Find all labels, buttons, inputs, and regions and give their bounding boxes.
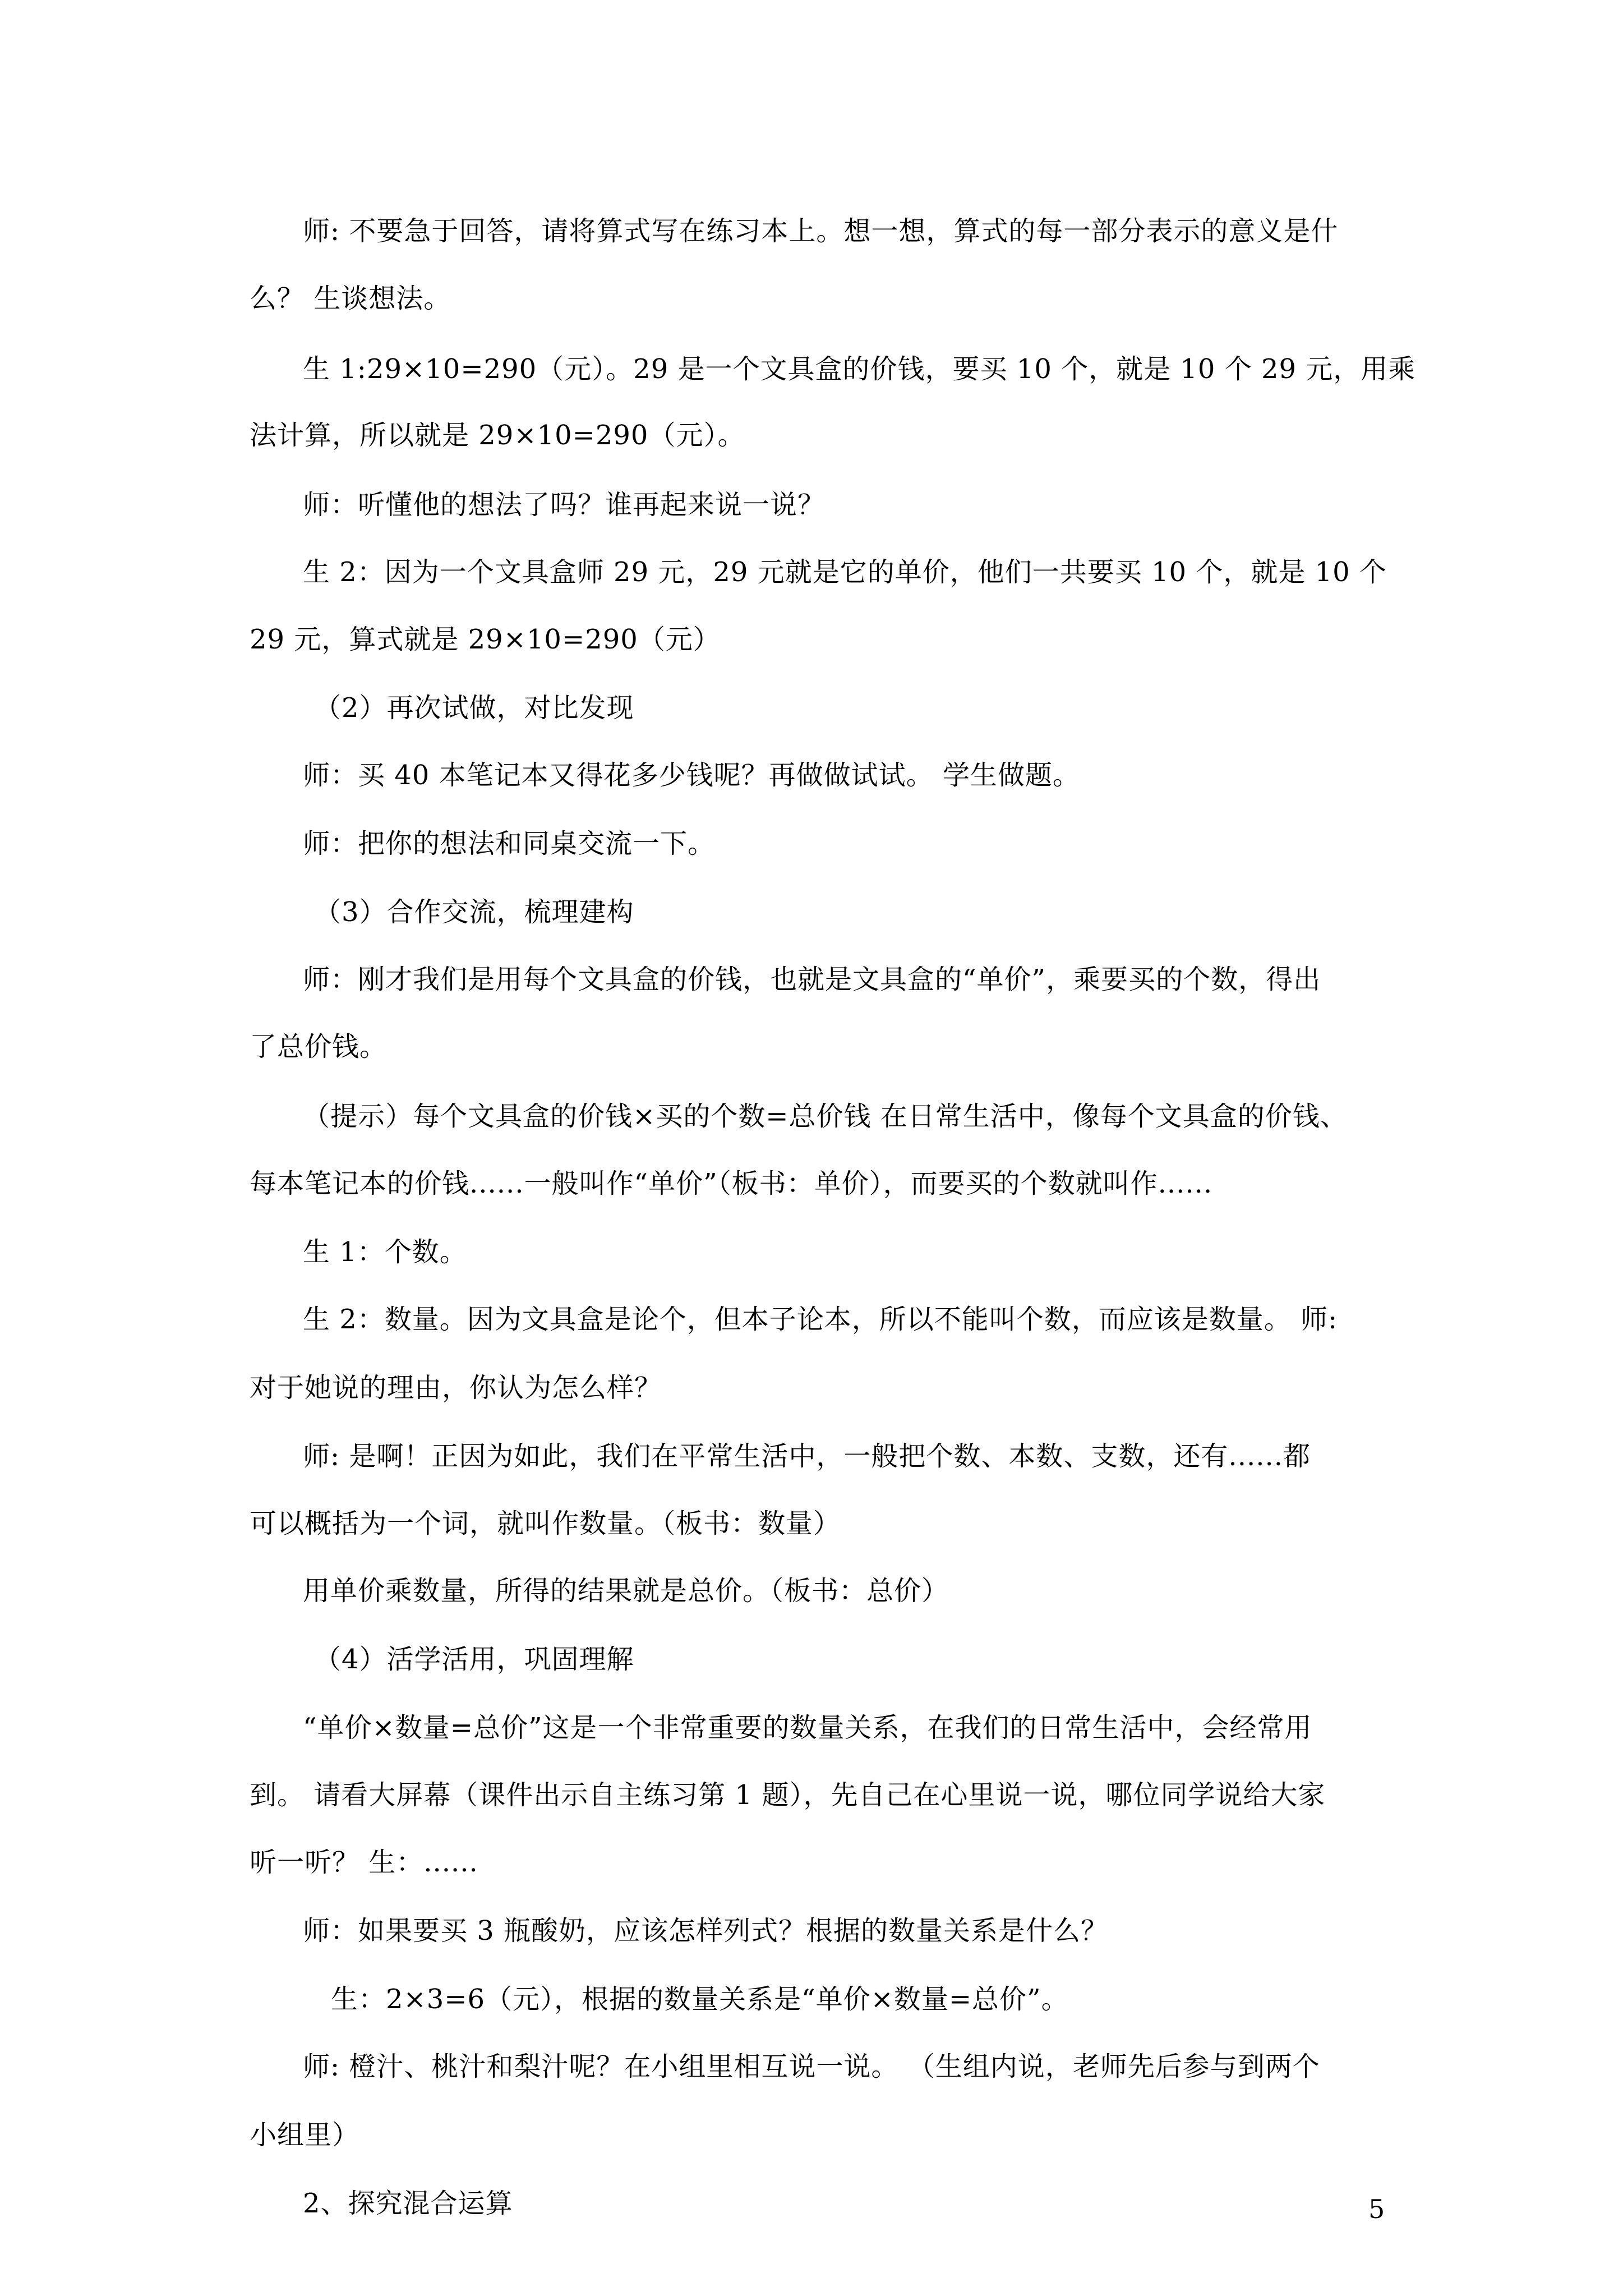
text-line: 每本笔记本的价钱......一般叫作“单价”（板书：单价），而要买的个数就叫作...... [250, 1168, 1213, 1199]
text-line: 听一听？ 生：...... [250, 1847, 478, 1878]
text-line: 生 2：数量。因为文具盒是论个，但本子论本，所以不能叫个数，而应该是数量。 师: [303, 1304, 1338, 1335]
text-line: 师：听懂他的想法了吗？谁再起来说一说？ [303, 489, 826, 521]
text-line: 师: 橙汁、桃汁和梨汁呢？在小组里相互说一说。 （生组内说，老师先后参与到两个 [303, 2051, 1320, 2082]
text-line: 用单价乘数量，所得的结果就是总价。（板书：总价） [303, 1575, 949, 1607]
text-line: “单价×数量=总价”这是一个非常重要的数量关系，在我们的日常生活中，会经常用 [303, 1712, 1312, 1743]
section-heading: （4）活学活用，巩固理解 [314, 1644, 634, 1675]
text-line: （提示）每个文具盒的价钱×买的个数=总价钱 在日常生活中，像每个文具盒的价钱、 [303, 1101, 1348, 1132]
text-line: 么？ 生谈想法。 [250, 283, 451, 314]
text-line: 对于她说的理由，你认为怎么样？ [250, 1372, 662, 1404]
text-line: 生 2：因为一个文具盒师 29 元，29 元就是它的单价，他们一共要买 10 个，就是 10 个 [303, 556, 1387, 588]
text-line: 了总价钱。 [250, 1031, 388, 1062]
text-line: 生 1：个数。 [303, 1236, 467, 1268]
text-line: 法计算，所以就是 29×10=290（元）。 [250, 420, 745, 451]
text-line: 29 元，算式就是 29×10=290（元） [250, 624, 721, 655]
text-line: 师: 是啊！正因为如此，我们在平常生活中，一般把个数、本数、支数，还有......都 [303, 1441, 1311, 1472]
section-heading: 2、探究混合运算 [303, 2188, 513, 2219]
text-line: 师: 不要急于回答，请将算式写在练习本上。想一想，算式的每一部分表示的意义是什 [303, 215, 1339, 247]
section-heading: （2）再次试做，对比发现 [314, 692, 634, 724]
text-line: 小组里） [250, 2119, 360, 2151]
section-heading: （3）合作交流，梳理建构 [314, 896, 634, 928]
text-line: 可以概括为一个词，就叫作数量。（板书：数量） [250, 1508, 841, 1539]
text-line: 生 1:29×10=290（元）。29 是一个文具盒的价钱，要买 10 个，就是 10 个 29 元，用乘 [303, 353, 1416, 385]
text-line: 师：如果要买 3 瓶酸奶，应该怎样列式？根据的数量关系是什么？ [303, 1915, 1109, 1947]
text-line: 到。 请看大屏幕（课件出示自主练习第 1 题），先自己在心里说一说，哪位同学说给大家 [250, 1779, 1326, 1811]
text-line: 师：买 40 本笔记本又得花多少钱呢？再做做试试。 学生做题。 [303, 760, 1080, 791]
text-line: 师：刚才我们是用每个文具盒的价钱，也就是文具盒的“单价”，乘要买的个数，得出 [303, 964, 1321, 995]
page-number: 5 [1368, 2194, 1385, 2224]
text-line: 师：把你的想法和同桌交流一下。 [303, 828, 716, 859]
text-line: 生：2×3=6（元），根据的数量关系是“单价×数量=总价”。 [331, 1984, 1069, 2015]
